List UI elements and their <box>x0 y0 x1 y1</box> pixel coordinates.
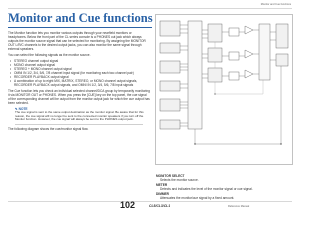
note-text: The cue signal is sent to the same output destination as the monitor signal. Be aware that for this reason, the cue signal will no longer be sent to the connected monitor speakers if you turn off the Monitor function. However, the cue signal will always be sent to the PHONES output jack. <box>15 110 144 122</box>
note-box <box>15 107 150 122</box>
callout-title: METER <box>156 183 168 187</box>
cue-blocks <box>208 24 222 82</box>
callout-marker-c <box>229 72 239 80</box>
meter-block <box>259 24 270 80</box>
list-item: • STEREO channel output signal <box>14 59 150 63</box>
cue-block <box>208 24 222 42</box>
cue-block <box>208 48 222 62</box>
junction-dot <box>214 93 215 94</box>
source-block <box>160 21 180 36</box>
junction-dot <box>194 143 195 144</box>
callout-desc: Selects the monitor source. <box>160 178 199 182</box>
closing-paragraph: The following diagram shows the cue/monitor signal flow. <box>8 127 89 132</box>
callout-title: MONITOR SELECT <box>156 174 185 178</box>
list-item: • RECORDER PLAYBACK output signal <box>14 75 150 79</box>
note-label: NOTE <box>18 107 28 111</box>
callout-marker-a <box>229 28 239 36</box>
selector-box <box>188 21 202 129</box>
footer-rule <box>8 201 292 202</box>
page-title: Monitor and Cue functions <box>8 11 153 25</box>
junction-dot <box>280 143 281 144</box>
note-rule <box>15 124 143 125</box>
source-list <box>8 59 150 87</box>
source-block <box>160 43 180 53</box>
source-block <box>160 120 180 129</box>
intro-paragraph: The Monitor function lets you monitor various outputs through your nearfield monitors or headphones. Below the front part of the CL series console is a PHONES out jack which always outputs the monitor source signal that can be selected for monitoring. By assigning the MONITOR OUT L/R/C channels to the desired output jacks, you can also monitor the same signal through external speakers. <box>8 31 146 51</box>
list-item: • STEREO + MONO channel output signal <box>14 67 150 71</box>
callout-desc: Attenuates the monitor/cue signal by a fixed amount. <box>160 196 235 200</box>
footer-manual: Reference Manual <box>228 205 250 208</box>
intro-paragraph: You can select the following signals as the monitor source. <box>8 53 91 57</box>
title-rule <box>8 27 152 28</box>
note-icon: ✎ <box>15 107 18 111</box>
header-rule <box>8 8 292 9</box>
callout-list <box>156 174 292 201</box>
cue-paragraph: The Cue function lets you check an individual selected channel/DCA group by temporarily monitoring it via MONITOR OUT or PHONES. When you press the [CUE] key on the top panel, the cue signal of the corresponding channel will be output from the monitor output jack for which the cue output has been selected. <box>8 89 150 105</box>
monitor-select-block <box>188 21 202 129</box>
cue-block <box>208 68 222 82</box>
running-header: Monitor and Cue functions <box>260 3 291 6</box>
source-block <box>160 61 180 73</box>
source-block <box>160 81 180 91</box>
body-column <box>8 31 150 133</box>
callout-item <box>156 183 292 191</box>
callout-marker-b <box>229 52 239 60</box>
footer-model: CL5/CL3/CL1 <box>149 204 171 208</box>
signal-flow-diagram <box>155 14 293 165</box>
source-block <box>160 99 180 111</box>
callout-item <box>156 192 292 200</box>
phones-out-block <box>276 54 288 66</box>
list-item: • MONO channel output signal <box>14 63 150 67</box>
page-number: 102 <box>120 200 136 210</box>
list-item: • A combination of up to eight MIX, MATRIX, STEREO, or MONO channel output signals, RECORDER PLAYBACK output signals, and OMNI IN 1/2, 3/4, 5/6, 7/8 input signals <box>14 79 150 87</box>
list-item: • OMNI IN 1/2, 3/4, 5/6, 7/8 channel input signal (for monitoring each two channel pair) <box>14 71 150 75</box>
callout-desc: Detects and indicates the level of the monitor signal or cue signal. <box>160 187 253 191</box>
callout-item <box>156 174 292 182</box>
monitor-out-block <box>276 24 288 48</box>
callout-title: DIMMER <box>156 192 169 196</box>
